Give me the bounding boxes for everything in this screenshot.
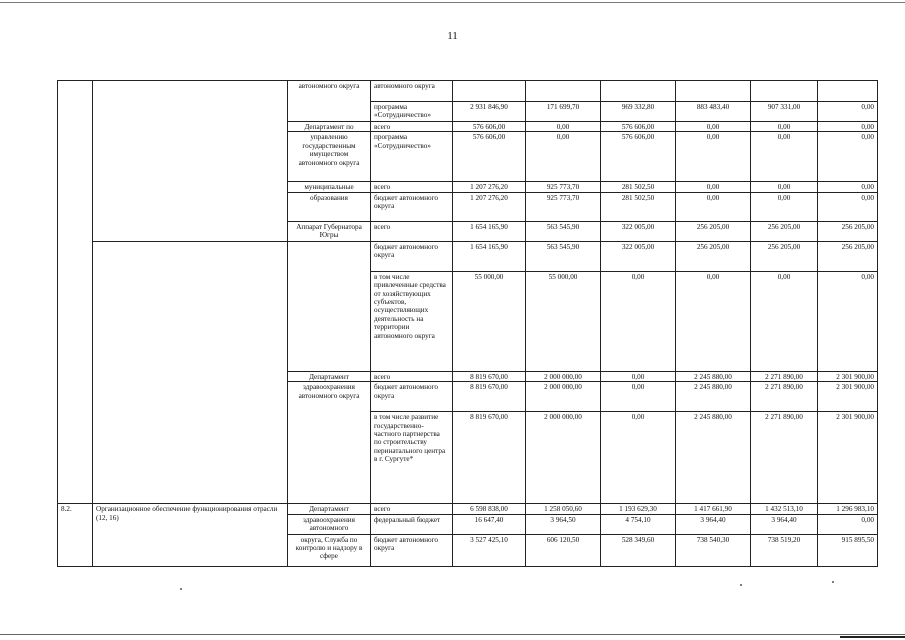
value-cell: 528 349,60: [601, 534, 676, 566]
value-cell: 322 005,00: [601, 221, 676, 241]
activity-name-cell: [93, 241, 288, 503]
funding-source-cell: бюджет автономного округа: [371, 534, 453, 566]
value-cell: 1 654 165,90: [453, 221, 526, 241]
table-row: [58, 504, 878, 514]
value-cell: 1 296 983,10: [818, 504, 878, 514]
value-cell: 1 654 165,90: [453, 241, 526, 271]
executor-cell: образования: [288, 192, 371, 221]
value-cell: 0,00: [526, 122, 601, 132]
funding-source-cell: в том числе развитие государственно-частного партнерства по строительству перинатального центра в г. Сургуте*: [371, 412, 453, 504]
value-cell: 0,00: [751, 132, 818, 182]
value-cell: 2 271 890,00: [751, 371, 818, 381]
value-cell: 0,00: [818, 102, 878, 122]
value-cell: 281 502,50: [601, 182, 676, 192]
value-cell: 0,00: [601, 412, 676, 504]
executor-cell: муниципальные: [288, 182, 371, 192]
value-cell: 2 301 900,00: [818, 412, 878, 504]
value-cell: 0,00: [818, 192, 878, 221]
budget-table: [57, 80, 878, 567]
value-cell: 0,00: [818, 271, 878, 371]
value-cell: 1 432 513,10: [751, 504, 818, 514]
table-row: [58, 241, 878, 271]
value-cell: 3 964,50: [526, 514, 601, 534]
value-cell: 0,00: [751, 122, 818, 132]
value-cell: 322 005,00: [601, 241, 676, 271]
executor-cell: округа, Служба по контролю и надзору в сфере: [288, 534, 371, 566]
value-cell: 55 000,00: [453, 271, 526, 371]
funding-source-cell: в том числе привлеченные средства от хозяйствующих субъектов, осуществляющих деятельность на территории автономного округа: [371, 271, 453, 371]
value-cell: 6 598 838,00: [453, 504, 526, 514]
value-cell: [818, 81, 878, 102]
value-cell: 0,00: [601, 271, 676, 371]
value-cell: 256 205,00: [751, 241, 818, 271]
funding-source-cell: бюджет автономного округа: [371, 241, 453, 271]
value-cell: 0,00: [676, 122, 751, 132]
value-cell: 256 205,00: [676, 221, 751, 241]
value-cell: 563 545,90: [526, 221, 601, 241]
funding-source-cell: всего: [371, 122, 453, 132]
funding-source-cell: бюджет автономного округа: [371, 382, 453, 412]
executor-cell: [288, 241, 371, 371]
section-number-cell: [58, 81, 93, 504]
table-row: [58, 81, 878, 102]
value-cell: [453, 81, 526, 102]
value-cell: [676, 81, 751, 102]
value-cell: 915 895,50: [818, 534, 878, 566]
executor-cell: Департамент: [288, 504, 371, 514]
value-cell: 0,00: [601, 371, 676, 381]
value-cell: 8 819 670,00: [453, 382, 526, 412]
activity-name-cell: [93, 81, 288, 242]
funding-source-cell: программа «Сотрудничество»: [371, 102, 453, 122]
value-cell: 0,00: [676, 182, 751, 192]
funding-source-cell: бюджет автономного округа: [371, 192, 453, 221]
value-cell: 2 000 000,00: [526, 412, 601, 504]
value-cell: 576 606,00: [453, 122, 526, 132]
page-number: 11: [447, 30, 458, 42]
executor-cell: автономного округа: [288, 81, 371, 122]
executor-cell: Аппарат Губернатора Югры: [288, 221, 371, 241]
value-cell: 1 193 629,30: [601, 504, 676, 514]
value-cell: 925 773,70: [526, 192, 601, 221]
executor-cell: Департамент по: [288, 122, 371, 132]
value-cell: 8 819 670,00: [453, 412, 526, 504]
section-number-cell: 8.2.: [58, 504, 93, 566]
value-cell: 256 205,00: [676, 241, 751, 271]
value-cell: 0,00: [818, 122, 878, 132]
value-cell: 2 000 000,00: [526, 382, 601, 412]
value-cell: 0,00: [751, 182, 818, 192]
value-cell: 606 120,50: [526, 534, 601, 566]
value-cell: 0,00: [676, 192, 751, 221]
value-cell: 0,00: [526, 132, 601, 182]
value-cell: 8 819 670,00: [453, 371, 526, 381]
value-cell: 4 754,10: [601, 514, 676, 534]
value-cell: 0,00: [818, 182, 878, 192]
funding-source-cell: всего: [371, 182, 453, 192]
value-cell: 3 964,40: [751, 514, 818, 534]
value-cell: 2 301 900,00: [818, 371, 878, 381]
value-cell: 281 502,50: [601, 192, 676, 221]
value-cell: 2 271 890,00: [751, 382, 818, 412]
value-cell: 907 331,00: [751, 102, 818, 122]
funding-source-cell: федеральный бюджет: [371, 514, 453, 534]
value-cell: 55 000,00: [526, 271, 601, 371]
value-cell: [526, 81, 601, 102]
value-cell: 1 207 276,20: [453, 182, 526, 192]
value-cell: 576 606,00: [601, 122, 676, 132]
executor-cell: здравоохранения автономного: [288, 514, 371, 534]
value-cell: [751, 81, 818, 102]
value-cell: 2 271 890,00: [751, 412, 818, 504]
value-cell: 0,00: [676, 271, 751, 371]
value-cell: 0,00: [751, 192, 818, 221]
value-cell: 3 527 425,10: [453, 534, 526, 566]
executor-cell: Департамент: [288, 371, 371, 381]
value-cell: 0,00: [818, 132, 878, 182]
value-cell: 925 773,70: [526, 182, 601, 192]
value-cell: 171 699,70: [526, 102, 601, 122]
scan-speck: [180, 588, 182, 590]
value-cell: 2 245 880,00: [676, 371, 751, 381]
funding-source-cell: автономного округа: [371, 81, 453, 102]
executor-cell: управлению государственным имуществом автономного округа: [288, 132, 371, 182]
value-cell: 2 301 900,00: [818, 382, 878, 412]
value-cell: 738 540,30: [676, 534, 751, 566]
value-cell: 1 258 050,60: [526, 504, 601, 514]
funding-source-cell: всего: [371, 504, 453, 514]
funding-source-cell: программа «Сотрудничество»: [371, 132, 453, 182]
value-cell: 2 245 880,00: [676, 412, 751, 504]
value-cell: 3 964,40: [676, 514, 751, 534]
value-cell: 256 205,00: [818, 241, 878, 271]
value-cell: 256 205,00: [751, 221, 818, 241]
value-cell: 1 207 276,20: [453, 192, 526, 221]
value-cell: 0,00: [676, 132, 751, 182]
scan-speck: [740, 584, 742, 586]
value-cell: 883 483,40: [676, 102, 751, 122]
scan-speck: [832, 581, 834, 583]
value-cell: [601, 81, 676, 102]
executor-cell: здравоохранения автономного округа: [288, 382, 371, 504]
value-cell: 0,00: [751, 271, 818, 371]
value-cell: 576 606,00: [453, 132, 526, 182]
value-cell: 563 545,90: [526, 241, 601, 271]
value-cell: 2 245 880,00: [676, 382, 751, 412]
value-cell: 0,00: [601, 382, 676, 412]
value-cell: 256 205,00: [818, 221, 878, 241]
value-cell: 2 000 000,00: [526, 371, 601, 381]
funding-source-cell: всего: [371, 221, 453, 241]
value-cell: 1 417 661,90: [676, 504, 751, 514]
value-cell: 2 931 846,90: [453, 102, 526, 122]
value-cell: 16 647,40: [453, 514, 526, 534]
funding-source-cell: всего: [371, 371, 453, 381]
value-cell: 738 519,20: [751, 534, 818, 566]
value-cell: 0,00: [818, 514, 878, 534]
value-cell: 969 332,80: [601, 102, 676, 122]
value-cell: 576 606,00: [601, 132, 676, 182]
activity-name-cell: Организационное обеспечение функционирования отрасли (12, 16): [93, 504, 288, 566]
